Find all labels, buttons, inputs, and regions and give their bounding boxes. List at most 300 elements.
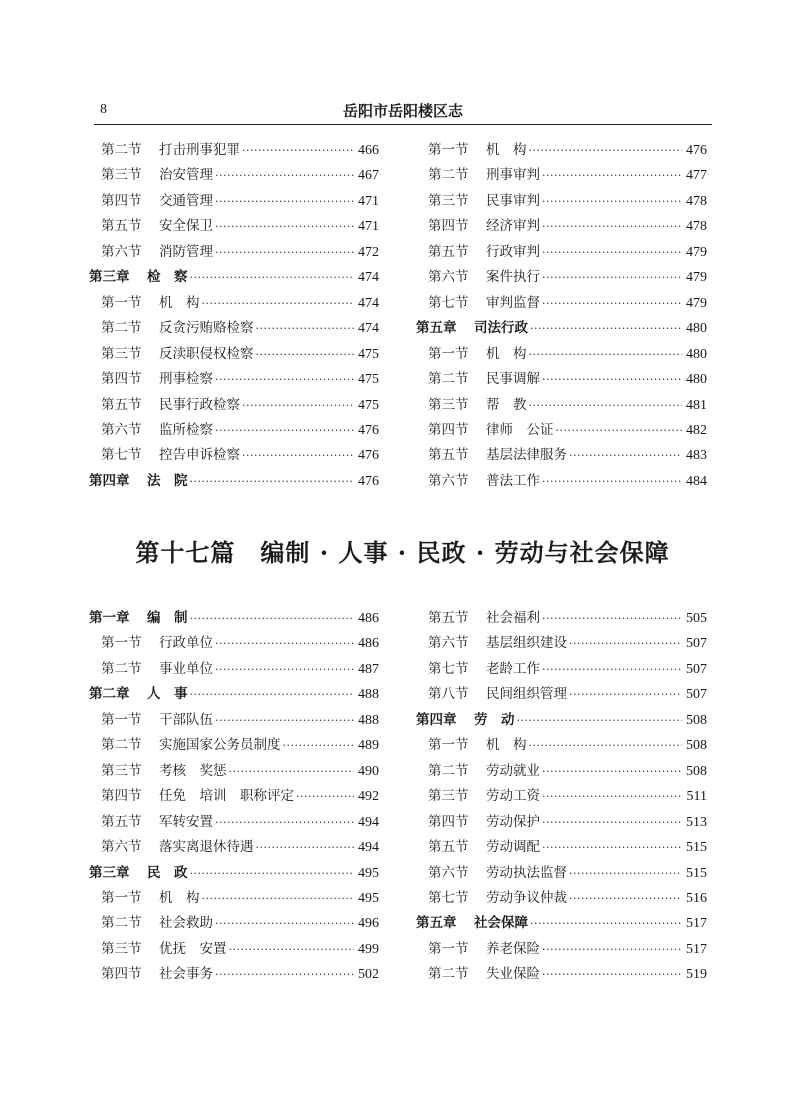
- section-number: 第二节: [428, 762, 469, 779]
- toc-entry-label: [428, 682, 567, 707]
- leader-dots: [542, 265, 682, 290]
- chapter-number: 第四章: [416, 711, 457, 728]
- toc-entry-label: [101, 342, 254, 367]
- toc-entry-label: [101, 631, 213, 656]
- page-reference: 476: [686, 143, 707, 158]
- toc-chapter-entry: [89, 682, 379, 707]
- leader-dots: [190, 682, 355, 707]
- section-title: 民事审判: [486, 192, 540, 209]
- leader-dots: [542, 810, 682, 835]
- leader-dots: [569, 443, 682, 468]
- toc-section-entry: [89, 443, 379, 468]
- toc-section-entry: [89, 418, 379, 443]
- toc-entry-label: [428, 886, 567, 911]
- page-reference: 484: [686, 473, 707, 489]
- section-title: 交通管理: [159, 192, 213, 209]
- toc-entry-label: [101, 291, 200, 316]
- section-number: 第七节: [428, 294, 469, 311]
- page-reference: 479: [686, 295, 707, 311]
- section-number: 第三节: [428, 396, 469, 413]
- leader-dots: [242, 138, 354, 163]
- section-number: 第七节: [428, 889, 469, 906]
- leader-dots: [256, 316, 355, 341]
- section-number: 第四节: [428, 813, 469, 830]
- toc-entry-label: [428, 861, 567, 886]
- section-number: 第二节: [101, 320, 142, 337]
- section-title: 监所检察: [159, 421, 213, 438]
- page-reference: 474: [358, 321, 379, 337]
- section-number: 第三节: [428, 788, 469, 805]
- leader-dots: [190, 606, 355, 631]
- section-title: 劳动工资: [486, 788, 540, 805]
- section-title: 行政单位: [159, 635, 213, 652]
- leader-dots: [229, 937, 355, 962]
- section-number: 第二节: [101, 660, 142, 677]
- section-number: 第五节: [101, 396, 142, 413]
- toc-section-entry: [89, 189, 379, 214]
- toc-section-entry: [89, 810, 379, 835]
- toc-column-top-left: [89, 138, 379, 494]
- page-reference: 475: [358, 397, 379, 413]
- chapter-number: 第三章: [89, 269, 130, 286]
- page-reference: 483: [686, 448, 707, 464]
- toc-entry-label: [101, 708, 213, 733]
- toc-section-entry: [416, 861, 707, 886]
- section-number: 第四节: [101, 371, 142, 388]
- toc-section-entry: [416, 443, 707, 468]
- toc-entry-label: [428, 469, 540, 494]
- section-title: 案件执行: [486, 269, 540, 286]
- toc-entry-label: [101, 810, 213, 835]
- toc-entry-label: [101, 189, 213, 214]
- chapter-number: 第三章: [89, 864, 130, 881]
- leader-dots: [296, 784, 354, 809]
- section-number: 第一节: [101, 889, 142, 906]
- toc-section-entry: [416, 835, 707, 860]
- section-number: 第三节: [101, 167, 142, 184]
- page-reference: 480: [686, 321, 707, 337]
- toc-entry-label: [428, 937, 540, 962]
- chapter-title: 司法行政: [474, 320, 528, 337]
- running-title: 岳阳市岳阳楼区志: [342, 102, 463, 120]
- toc-section-entry: [416, 214, 707, 239]
- leader-dots: [542, 469, 682, 494]
- section-number: 第五节: [428, 243, 469, 260]
- section-title: 优抚 安置: [159, 940, 227, 957]
- section-title: 基层组织建设: [486, 635, 567, 652]
- chapter-number: 第一章: [89, 610, 130, 626]
- leader-dots: [283, 733, 355, 758]
- leader-dots: [529, 342, 683, 367]
- leader-dots: [215, 911, 354, 936]
- page-reference: 472: [358, 244, 379, 260]
- leader-dots: [542, 291, 682, 316]
- section-number: 第六节: [428, 864, 469, 881]
- toc-section-entry: [89, 316, 379, 341]
- toc-entry-label: [101, 657, 213, 682]
- leader-dots: [202, 886, 355, 911]
- page-reference: 507: [686, 687, 707, 703]
- chapter-number: 第四章: [89, 472, 130, 489]
- toc-entry-label: [101, 886, 200, 911]
- section-number: 第五节: [101, 218, 142, 235]
- leader-dots: [542, 163, 682, 188]
- toc-entry-label: [101, 835, 254, 860]
- toc-chapter-entry: [89, 265, 379, 290]
- section-title: 民事调解: [486, 371, 540, 388]
- toc-entry-label: [428, 214, 540, 239]
- section-title: 社会事务: [159, 966, 213, 983]
- section-title: 律师 公证: [486, 421, 554, 438]
- leader-dots: [542, 784, 683, 809]
- section-number: 第五节: [428, 839, 469, 856]
- toc-chapter-entry: [89, 469, 379, 494]
- chapter-number: 第五章: [416, 915, 457, 932]
- page-reference: 475: [358, 372, 379, 388]
- toc-section-entry: [416, 393, 707, 418]
- toc-section-entry: [416, 342, 707, 367]
- toc-section-entry: [416, 937, 707, 962]
- section-title: 干部队伍: [159, 711, 213, 728]
- section-number: 第三节: [101, 762, 142, 779]
- section-number: 第六节: [101, 839, 142, 856]
- toc-section-entry: [89, 784, 379, 809]
- toc-entry-label: [101, 784, 294, 809]
- section-title: 考核 奖惩: [159, 762, 227, 779]
- page-reference: 474: [358, 270, 379, 286]
- toc-entry-label: [101, 138, 240, 163]
- toc-section-entry: [416, 657, 707, 682]
- section-title: 老龄工作: [486, 660, 540, 677]
- section-number: 第一节: [101, 635, 142, 652]
- section-number: 第六节: [428, 269, 469, 286]
- toc-entry-label: [89, 682, 188, 707]
- section-title: 民间组织管理: [486, 686, 567, 703]
- toc-entry-label: [416, 708, 515, 733]
- section-title: 反渎职侵权检察: [159, 345, 254, 362]
- section-title: 反贪污贿赂检察: [159, 320, 254, 337]
- leader-dots: [542, 367, 682, 392]
- toc-entry-label: [428, 606, 540, 631]
- page-reference: 475: [358, 346, 379, 362]
- section-title: 控告申诉检察: [159, 447, 240, 464]
- section-number: 第七节: [428, 660, 469, 677]
- toc-entry-label: [428, 835, 540, 860]
- page-reference: 507: [686, 636, 707, 652]
- page-reference: 499: [358, 941, 379, 957]
- section-number: 第五节: [428, 447, 469, 464]
- section-title: 机 构: [486, 142, 527, 158]
- page-reference: 478: [686, 219, 707, 235]
- leader-dots: [542, 759, 682, 784]
- toc-section-entry: [89, 733, 379, 758]
- toc-entry-label: [428, 759, 540, 784]
- section-number: 第七节: [101, 447, 142, 464]
- toc-section-entry: [416, 265, 707, 290]
- leader-dots: [569, 886, 682, 911]
- section-title: 军转安置: [159, 813, 213, 830]
- leader-dots: [569, 682, 682, 707]
- toc-entry-label: [428, 784, 540, 809]
- toc-section-entry: [89, 708, 379, 733]
- toc-section-entry: [416, 733, 707, 758]
- leader-dots: [215, 214, 354, 239]
- section-title: 治安管理: [159, 167, 213, 184]
- section-title: 民事行政检察: [159, 396, 240, 413]
- toc-entry-label: [101, 367, 213, 392]
- section-title: 劳动保护: [486, 813, 540, 830]
- leader-dots: [215, 708, 354, 733]
- section-title: 基层法律服务: [486, 447, 567, 464]
- toc-chapter-entry: [89, 861, 379, 886]
- leader-dots: [569, 631, 682, 656]
- section-number: 第二节: [428, 966, 469, 983]
- section-title: 机 构: [486, 737, 527, 754]
- toc-column-bottom-left: [89, 606, 379, 988]
- toc-chapter-entry: [416, 708, 707, 733]
- toc-entry-label: [416, 911, 528, 936]
- section-number: 第五节: [101, 813, 142, 830]
- toc-section-entry: [416, 886, 707, 911]
- page-reference: 517: [686, 916, 707, 932]
- page-reference: 515: [686, 865, 707, 881]
- toc-entry-label: [89, 469, 188, 494]
- toc-entry-label: [101, 418, 213, 443]
- page-reference: 494: [358, 840, 379, 856]
- chapter-title: 法 院: [147, 472, 188, 489]
- toc-section-entry: [89, 291, 379, 316]
- section-number: 第一节: [101, 711, 142, 728]
- toc-section-entry: [89, 342, 379, 367]
- section-number: 第二节: [428, 167, 469, 184]
- leader-dots: [215, 631, 354, 656]
- section-number: 第一节: [428, 940, 469, 957]
- toc-section-entry: [89, 962, 379, 987]
- toc-section-entry: [416, 606, 707, 631]
- toc-entry-label: [101, 733, 281, 758]
- toc-section-entry: [89, 240, 379, 265]
- page-reference: 516: [686, 890, 707, 906]
- page-number: 8: [100, 102, 107, 117]
- section-number: 第六节: [101, 243, 142, 260]
- page-reference: 476: [358, 473, 379, 489]
- chapter-title: 劳 动: [474, 711, 515, 728]
- toc-section-entry: [416, 682, 707, 707]
- page-reference: 474: [358, 295, 379, 311]
- page-reference: 488: [358, 712, 379, 728]
- toc-section-entry: [416, 962, 707, 987]
- section-title: 劳动执法监督: [486, 864, 567, 881]
- section-number: 第一节: [428, 142, 469, 158]
- page-reference: 467: [358, 168, 379, 184]
- page-reference: 487: [358, 661, 379, 677]
- section-number: 第四节: [428, 218, 469, 235]
- section-number: 第五节: [428, 610, 469, 626]
- toc-entry-label: [428, 443, 567, 468]
- chapter-number: 第二章: [89, 686, 130, 703]
- section-title: 帮 教: [486, 396, 527, 413]
- page-reference: 479: [686, 270, 707, 286]
- toc-entry-label: [428, 163, 540, 188]
- section-title: 社会救助: [159, 915, 213, 932]
- leader-dots: [215, 189, 354, 214]
- section-title: 机 构: [486, 345, 527, 362]
- leader-dots: [529, 733, 683, 758]
- section-title: 失业保险: [486, 966, 540, 983]
- part-title: 第十七篇 编制 · 人事 · 民政 · 劳动与社会保障: [135, 538, 670, 567]
- section-title: 落实离退休待遇: [159, 839, 254, 856]
- toc-section-entry: [416, 240, 707, 265]
- page-reference: 502: [358, 967, 379, 983]
- toc-entry-label: [428, 418, 554, 443]
- leader-dots: [569, 861, 682, 886]
- page-reference: 508: [686, 712, 707, 728]
- toc-entry-label: [428, 265, 540, 290]
- section-number: 第三节: [101, 940, 142, 957]
- toc-section-entry: [89, 393, 379, 418]
- section-title: 行政审判: [486, 243, 540, 260]
- page-reference: 496: [358, 916, 379, 932]
- page-reference: 515: [686, 840, 707, 856]
- chapter-number: 第五章: [416, 320, 457, 337]
- leader-dots: [190, 861, 355, 886]
- page-reference: 495: [358, 890, 379, 906]
- toc-column-bottom-right: [416, 606, 707, 988]
- toc-entry-label: [101, 163, 213, 188]
- toc-entry-label: [428, 342, 527, 367]
- toc-section-entry: [416, 367, 707, 392]
- leader-dots: [215, 962, 354, 987]
- leader-dots: [215, 810, 354, 835]
- section-title: 安全保卫: [159, 218, 213, 235]
- toc-section-entry: [89, 911, 379, 936]
- leader-dots: [256, 342, 355, 367]
- toc-section-entry: [89, 886, 379, 911]
- page-reference: 471: [358, 219, 379, 235]
- section-number: 第四节: [101, 788, 142, 805]
- page-reference: 508: [686, 738, 707, 754]
- section-title: 劳动调配: [486, 839, 540, 856]
- page-reference: 495: [358, 865, 379, 881]
- page-reference: 479: [686, 244, 707, 260]
- toc-entry-label: [101, 759, 227, 784]
- leader-dots: [542, 214, 682, 239]
- leader-dots: [190, 469, 355, 494]
- page-reference: 489: [358, 738, 379, 754]
- page-reference: 517: [686, 941, 707, 957]
- section-title: 机 构: [159, 294, 200, 311]
- leader-dots: [242, 393, 354, 418]
- leader-dots: [542, 606, 682, 631]
- section-number: 第四节: [101, 966, 142, 983]
- chapter-title: 人 事: [147, 686, 188, 703]
- chapter-title: 民 政: [147, 864, 188, 881]
- toc-section-entry: [416, 759, 707, 784]
- leader-dots: [542, 962, 682, 987]
- toc-entry-label: [428, 393, 527, 418]
- section-title: 刑事审判: [486, 167, 540, 184]
- page-reference: 466: [358, 143, 379, 158]
- leader-dots: [190, 265, 355, 290]
- leader-dots: [530, 316, 682, 341]
- toc-entry-label: [101, 937, 227, 962]
- page-reference: 488: [358, 687, 379, 703]
- leader-dots: [542, 240, 682, 265]
- section-title: 消防管理: [159, 243, 213, 260]
- section-number: 第一节: [101, 294, 142, 311]
- section-number: 第二节: [428, 371, 469, 388]
- leader-dots: [229, 759, 355, 784]
- section-number: 第二节: [101, 142, 142, 158]
- leader-dots: [215, 657, 354, 682]
- page-reference: 511: [686, 789, 707, 805]
- toc-chapter-entry: [89, 606, 379, 631]
- leader-dots: [215, 367, 354, 392]
- page-reference: 478: [686, 193, 707, 209]
- toc-section-entry: [89, 657, 379, 682]
- toc-entry-label: [428, 631, 567, 656]
- toc-entry-label: [428, 367, 540, 392]
- toc-entry-label: [101, 240, 213, 265]
- leader-dots: [202, 291, 355, 316]
- toc-entry-label: [428, 189, 540, 214]
- toc-entry-label: [101, 911, 213, 936]
- toc-entry-label: [89, 606, 188, 631]
- toc-section-entry: [416, 810, 707, 835]
- page-reference: 476: [358, 422, 379, 438]
- toc-entry-label: [428, 138, 527, 163]
- leader-dots: [256, 835, 355, 860]
- section-title: 经济审判: [486, 218, 540, 235]
- toc-entry-label: [428, 733, 527, 758]
- section-number: 第六节: [428, 472, 469, 489]
- section-title: 养老保险: [486, 940, 540, 957]
- page-reference: 480: [686, 372, 707, 388]
- page-reference: 486: [358, 636, 379, 652]
- toc-section-entry: [89, 138, 379, 163]
- section-number: 第六节: [428, 635, 469, 652]
- section-number: 第四节: [428, 421, 469, 438]
- leader-dots: [556, 418, 683, 443]
- page-reference: 508: [686, 763, 707, 779]
- toc-column-top-right: [416, 138, 707, 494]
- section-number: 第一节: [428, 737, 469, 754]
- toc-entry-label: [101, 393, 240, 418]
- header-rule: [94, 124, 712, 125]
- toc-section-entry: [89, 214, 379, 239]
- section-title: 审判监督: [486, 294, 540, 311]
- toc-section-entry: [89, 835, 379, 860]
- leader-dots: [242, 443, 354, 468]
- section-title: 社会福利: [486, 610, 540, 626]
- leader-dots: [542, 657, 682, 682]
- section-number: 第二节: [101, 737, 142, 754]
- toc-chapter-entry: [416, 316, 707, 341]
- toc-entry-label: [101, 214, 213, 239]
- toc-section-entry: [89, 759, 379, 784]
- page-reference: 492: [358, 789, 379, 805]
- leader-dots: [529, 393, 683, 418]
- chapter-title: 编 制: [147, 610, 188, 626]
- page-reference: 471: [358, 193, 379, 209]
- section-number: 第三节: [428, 192, 469, 209]
- toc-section-entry: [416, 163, 707, 188]
- leader-dots: [542, 937, 682, 962]
- section-title: 机 构: [159, 889, 200, 906]
- section-title: 普法工作: [486, 472, 540, 489]
- page-header: [94, 98, 712, 124]
- chapter-title: 检 察: [147, 269, 188, 286]
